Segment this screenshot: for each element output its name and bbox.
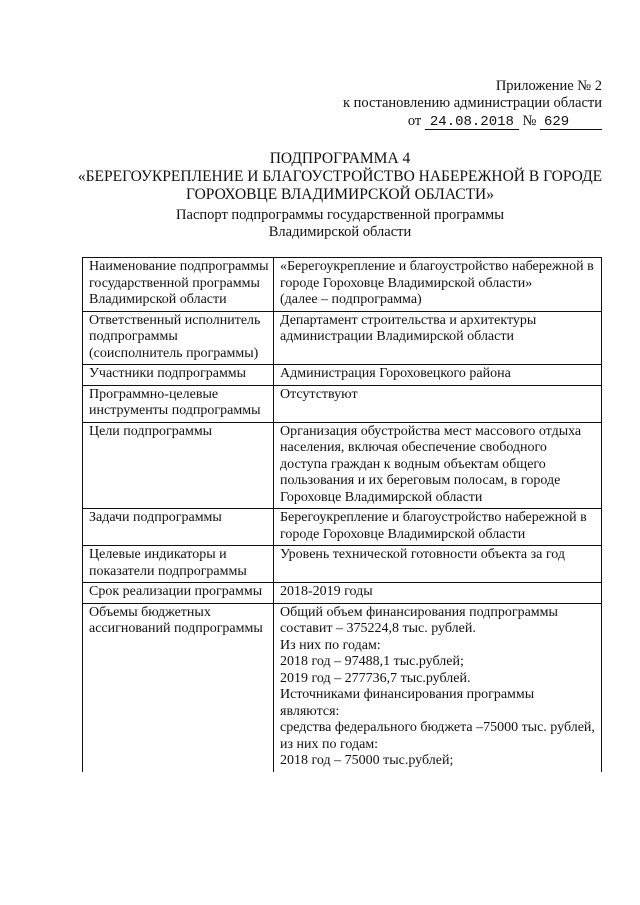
table-row [83,365,602,386]
row-value-line: Источниками финансирования программы являются: [280,687,535,719]
row-label: Цели подпрограммы [83,422,274,509]
row-value-line: 2018 год – 97488,1 тыс.рублей; [280,654,464,669]
row-label: Задачи подпрограммы [83,509,274,546]
title-line-2: «БЕРЕГОУКРЕПЛЕНИЕ И БЛАГОУСТРОЙСТВО НАБЕРЕЖНОЙ В ГОРОДЕ [77,168,603,185]
table-row [83,422,602,509]
title-line-3: ГОРОХОВЦЕ ВЛАДИМИРСКОЙ ОБЛАСТИ» [186,186,494,203]
row-value [274,422,602,509]
row-label: Наименование подпрограммы государственной программы Владимирской области [83,258,274,312]
number-label: № [522,113,537,129]
row-label: Срок реализации программы [83,583,274,604]
row-value-line: (далее – подпрограмма) [280,292,422,307]
row-value [274,509,602,546]
row-value [274,583,602,604]
resolution-date: 24.08.2018 [425,115,519,130]
row-value [274,385,602,422]
row-value [274,603,602,772]
row-label: Объемы бюджетных ассигнований подпрограммы [83,603,274,772]
subprogram-title [70,150,610,204]
row-value [274,365,602,386]
resolution-number: 629 [540,115,602,130]
from-label: от [407,113,422,129]
appendix-date-number [302,113,602,130]
table-row [83,385,602,422]
title-line-1: ПОДПРОГРАММА 4 [269,150,411,167]
row-value [274,258,602,312]
row-value-line: Общий объем финансирования подпрограммы составит – 375224,8 тыс. рублей. [280,604,558,636]
table-row [83,258,602,312]
row-value-line: Берегоукрепление и благоустройство набережной в городе Гороховце Владимирской области [280,510,587,542]
row-value-line: «Берегоукрепление и благоустройство набережной в городе Гороховце Владимирской области» [280,259,594,291]
appendix-resolution: к постановлению администрации области [342,95,602,111]
row-value-line: 2018-2019 годы [280,584,373,599]
row-value-line: Департамент строительства и архитектуры администрации Владимирской области [280,312,537,344]
row-value-line: 2019 год – 277736,7 тыс.рублей. [280,670,471,686]
row-value-line: средства федерального бюджета –75000 тыс. рублей, из них по годам: [280,720,595,752]
row-label: Программно-целевые инструменты подпрограммы [83,385,274,422]
row-value-line: Отсутствуют [280,386,358,402]
row-value-line: 2018 год – 75000 тыс.рублей; [280,753,454,768]
table-row [83,311,602,365]
appendix-title: Приложение № 2 [495,78,602,94]
row-label: Ответственный исполнитель подпрограммы (соисполнитель программы) [83,311,274,365]
table-row [83,583,602,604]
row-label: Участники подпрограммы [83,365,274,386]
passport-subtitle [70,207,610,241]
row-value-line: Из них по годам: [280,637,381,653]
row-value [274,311,602,365]
row-value-line: Администрация Гороховецкого района [280,366,511,381]
row-value-line: Уровень технической готовности объекта за год [280,547,565,562]
table-row [83,546,602,583]
subtitle-line-1: Паспорт подпрограммы государственной программы [176,207,504,223]
appendix-header [302,78,602,130]
passport-table [82,257,602,772]
table-row [83,509,602,546]
subtitle-line-2: Владимирской области [268,224,412,240]
row-value-line: Организация обустройства мест массового отдыха населения, включая обеспечение свободного доступа граждан к водным объектам общего пользования и их береговым полосам, в городе Гороховце Владимирской области [280,423,582,505]
table-row [83,603,602,772]
row-label: Целевые индикаторы и показатели подпрограммы [83,546,274,583]
row-value [274,546,602,583]
